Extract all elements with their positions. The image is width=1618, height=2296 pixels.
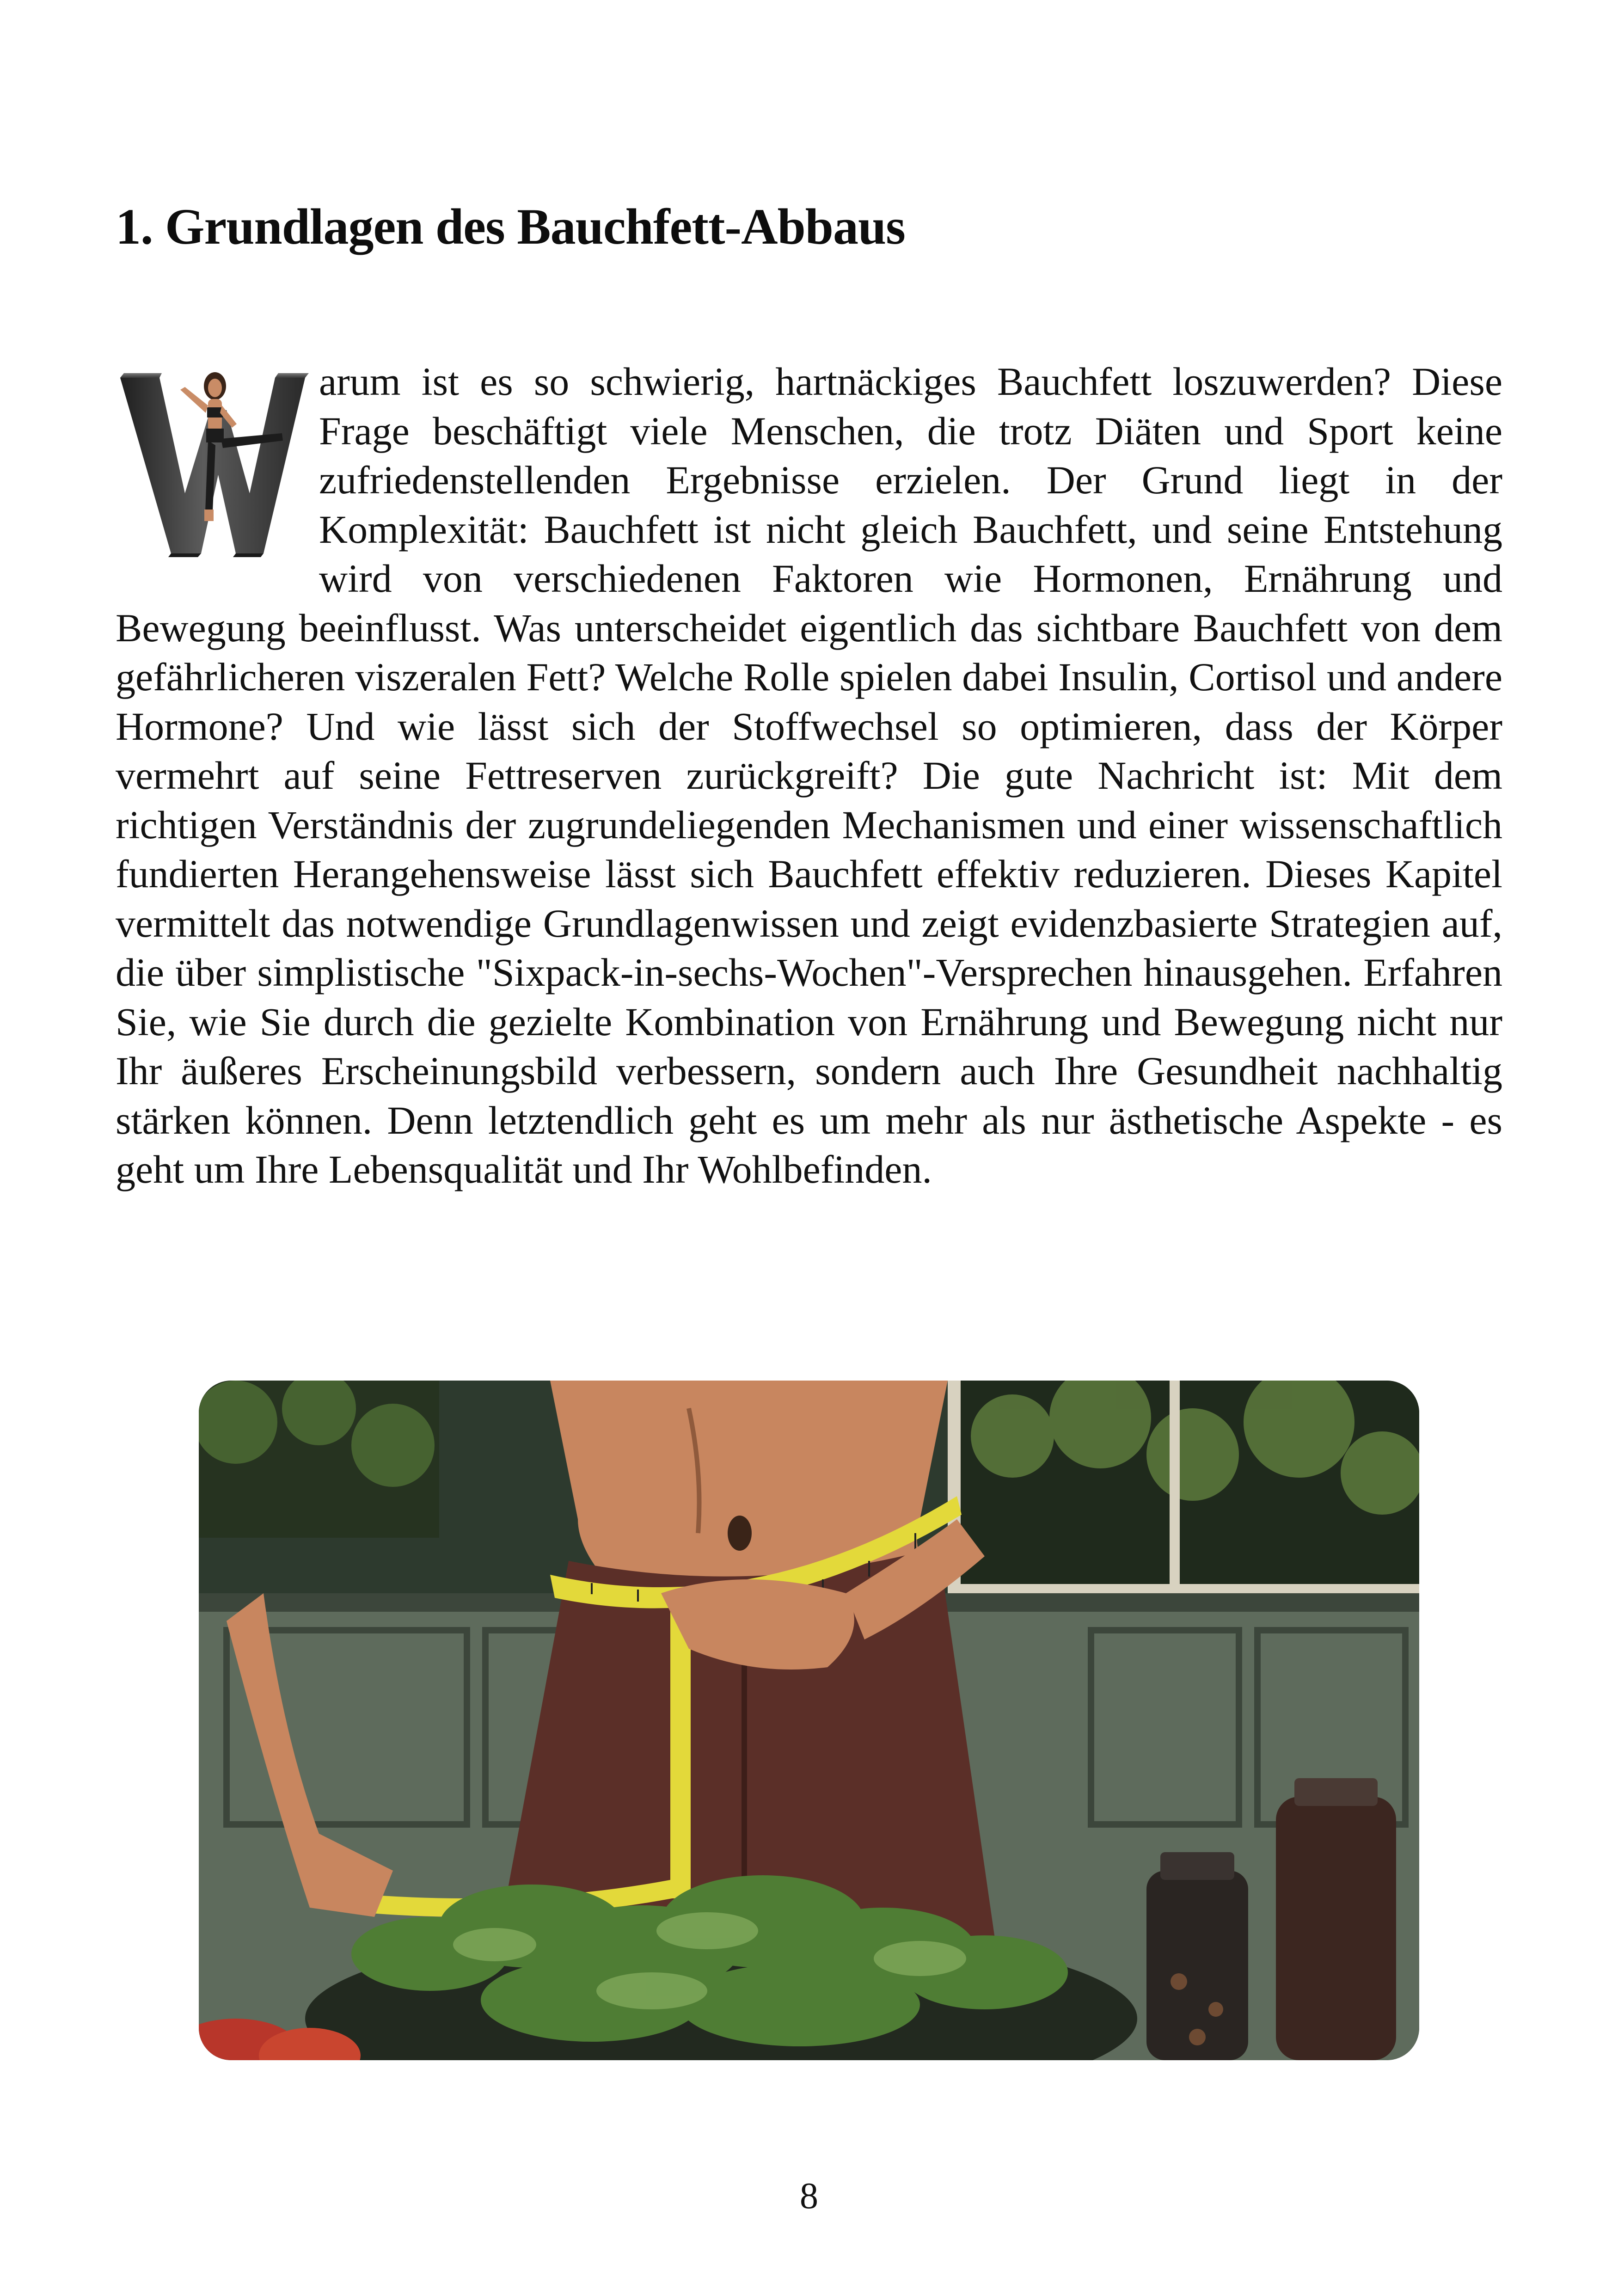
drop-cap-illustration <box>116 359 310 558</box>
waist-measuring-image <box>199 1381 1419 2060</box>
intro-paragraph <box>116 357 1502 1194</box>
drop-cap-w-with-figure <box>116 359 310 558</box>
waist-measuring-illustration <box>199 1381 1419 2060</box>
paragraph-text: arum ist es so schwierig, hartnäckiges Bauchfett loszuwerden? Diese Frage beschäftigt viele Menschen, die trotz Diäten und Sport keine zufriedenstellenden Ergebnisse erzielen. Der Grund liegt in der Komplexität: Bauchfett ist nicht gleich Bauchfett, und seine Entstehung wird von verschiedenen Faktoren wie Hormonen, Ernährung und Bewegung beeinflusst. Was unterscheidet eigentlich das sichtbare Bauchfett von dem gefährlicheren viszeralen Fett? Welche Rolle spielen dabei Insulin, Cortisol und andere Hormone? Und wie lässt sich der Stoffwechsel so optimieren, dass der Körper vermehrt auf seine Fettreserven zurückgreift? Die gute Nachricht ist: Mit dem richtigen Verständnis der zugrundeliegenden Mechanismen und einer wissenschaftlich fundierten Herangehensweise lässt sich Bauchfett effektiv reduzieren. Dieses Kapitel vermittelt das notwendige Grundlagenwissen und zeigt evidenzbasierte Strategien auf, die über simplistische "Sixpack-in-sechs-Wochen"-Versprechen hinausgehen. Erfahren Sie, wie Sie durch die gezielte Kombination von Ernährung und Bewegung nicht nur Ihr äußeres Erscheinungsbild verbessern, sondern auch Ihre Gesundheit nachhaltig stärken können. Denn letztendlich geht es um mehr als nur ästhetische Aspekte - es geht um Ihre Lebensqualität und Ihr Wohlbefinden. <box>116 359 1502 1191</box>
page-number: 8 <box>800 2176 818 2216</box>
chapter-title: 1. Grundlagen des Bauchfett-Abbaus <box>116 198 905 255</box>
